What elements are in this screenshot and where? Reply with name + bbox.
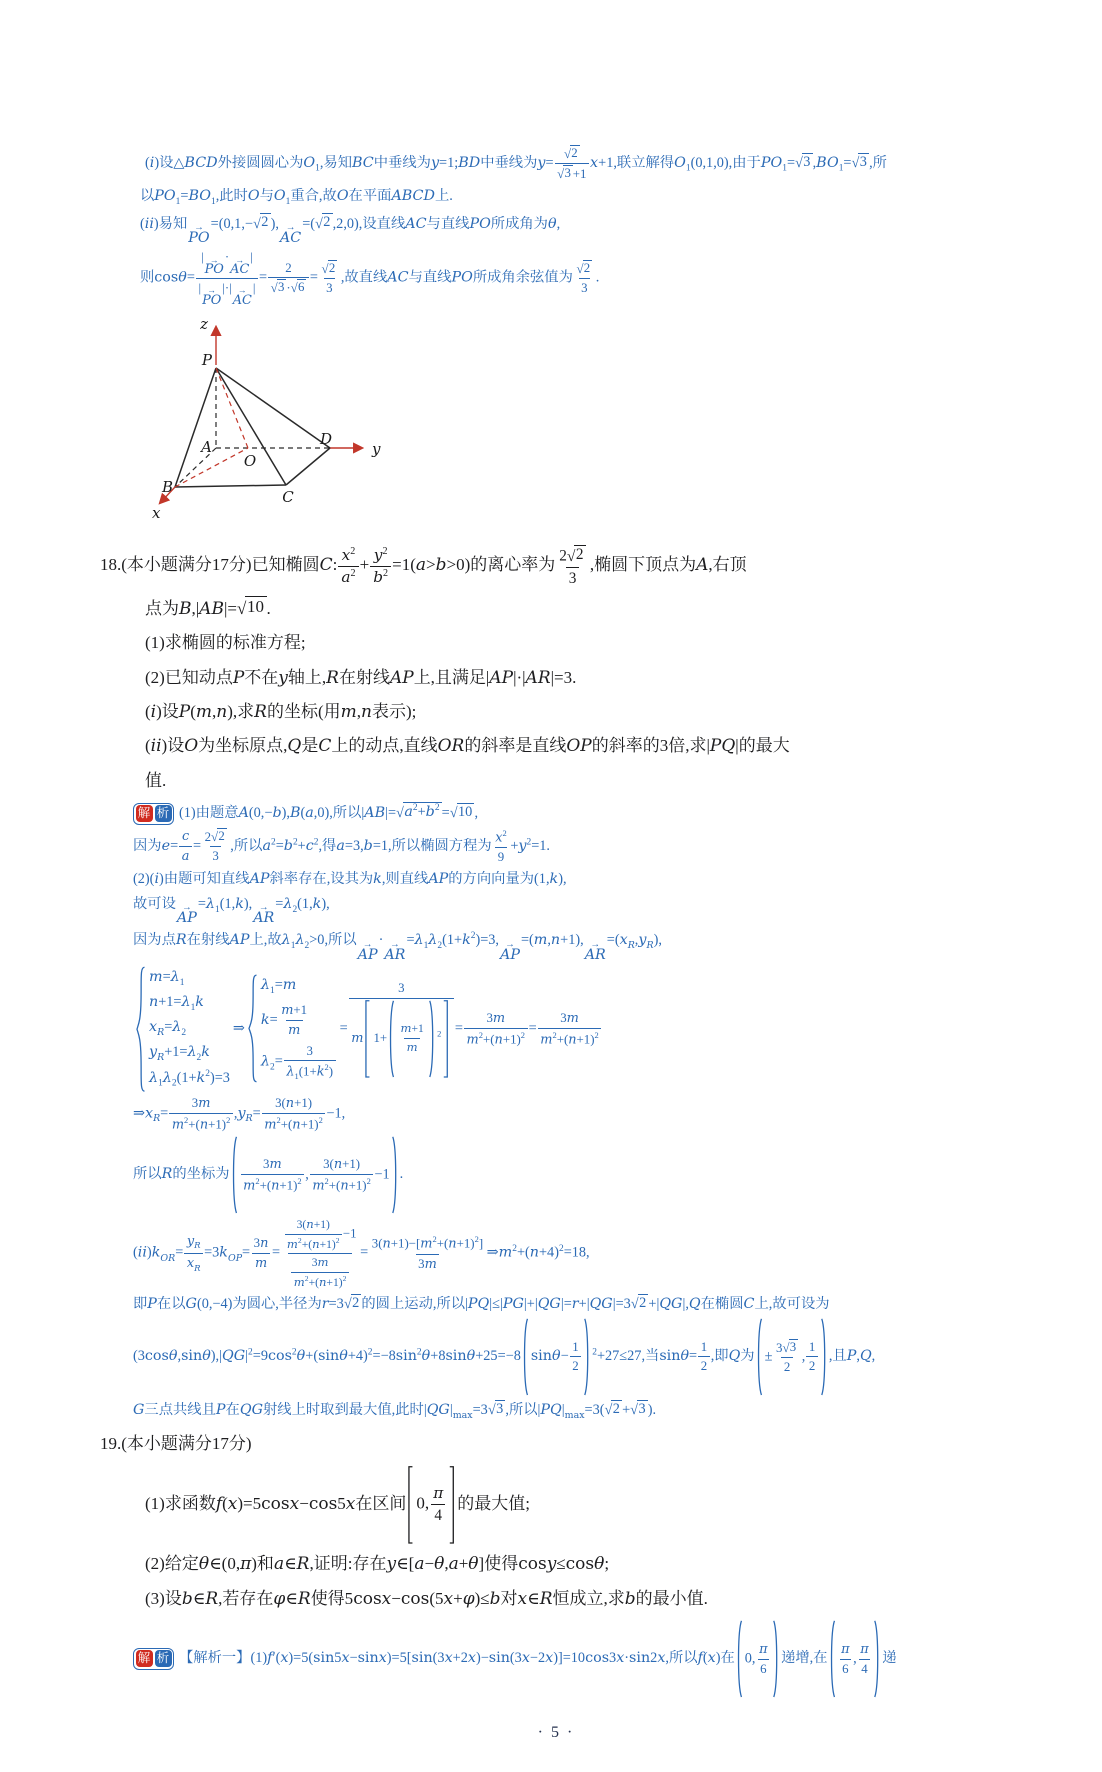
text-line: (2)(i)由题可知直线AP斜率存在,设其为k,则直线AP的方向向量为(1,k), — [133, 871, 567, 888]
text-line: 则cosθ= | → PO · → AC | | → PO |·| → AC | = 2 √ 3 · √ 6 = √ 2 3 ,故直线AC与直线PO所成角余弦值为 √ 2 3 . — [140, 249, 600, 308]
edge-PB — [175, 368, 216, 487]
figure-labels — [152, 315, 381, 522]
edge-CD — [286, 448, 330, 485]
text-line: 19.(本小题满分17分) — [100, 1434, 252, 1454]
text-line: (1)求函数f(x)=5cosx−cos5x在区间 0, $\frac{\pi}{4}$ 的最大值; — [145, 1466, 1012, 1544]
text-line: (ii)设O为坐标原点,Q是C上的动点,直线OR的斜率是直线OP的斜率的3倍,求|PQ|的最大 — [145, 736, 790, 757]
solution-19-block — [100, 1620, 1012, 1698]
text-line: $m=\lambda_1$ $n+1=\lambda_1k$ $x_R=\lambda_2$ $y_R+1=\lambda_2k$ $\lambda_1\lambda_2(1+k^2)=3$ ⇒ $\lambda_1=m$ k= $\frac{m+1}{m}$ $\lambda_2=$ $\frac{3}{\lambda_1(1+k^2)}$ = 3 m 1+ $\frac{m+1}{m}$ $^2$ = $\frac{3m}{m^2+(n+1)^2}$ = $\frac{3m}{m^2+(n+1)^2}$ — [133, 966, 1012, 1092]
label-x: x — [152, 504, 161, 523]
text-line: $(ii)k_{OR}=$ $\frac{y_R}{x_R}$ $=3k_{OP}=$ $\frac{3n}{m}$ = $\frac{3(n+1)}{m^2+(n+1)^2}$ −1 $\frac{3m}{m^2+(n+1)^2}$ = $\frac{3(n+1)-[m^2+(n+1)^2]}{3m}$ $\Rightarrow m^2+(n+4)^2=18$, — [133, 1217, 590, 1289]
solution-18-block — [100, 802, 1012, 1423]
label-B: B — [161, 478, 173, 497]
label-C: C — [282, 488, 294, 507]
axes-group — [160, 327, 362, 503]
text-line: (2)给定θ∈(0,π)和a∈R,证明:存在y∈[a−θ,a+θ]使得cosy≤cosθ; — [145, 1554, 610, 1575]
label-A: A — [201, 438, 212, 457]
problem-19-block — [100, 1431, 1012, 1612]
text-line: (1)求椭圆的标准方程; — [145, 633, 306, 653]
construction-lines — [175, 368, 248, 487]
text-line: 值. — [145, 770, 167, 790]
solution-17-block — [100, 145, 1012, 307]
text-line: (ii)易知 → PO =(0,1,− √ 2 ), → AC =( √ 2 ,2,0),设直线AC与直线PO所成角为θ, — [140, 214, 561, 246]
jiexi-badge: 解 析 — [133, 1648, 174, 1670]
text-line: 所以R的坐标为 $\frac{3m}{m^2+(n+1)^2}$ , $\frac{3(n+1)}{m^2+(n+1)^2}$ −1 . — [133, 1136, 1012, 1214]
text-line: (i)设P(m,n),求R的坐标(用m,n表示); — [145, 701, 417, 722]
text-line: 即P在以G(0,−4)为圆心,半径为r=3 √ 2 的圆上运动,所以|PQ|≤|PG|+|QG|=r+|QG|=3 √ 2 +|QG|,Q在椭圆C上,故可设为 — [133, 1294, 830, 1312]
text-line: 点为B,|AB|= √ 10 . — [145, 597, 271, 619]
label-y: y — [372, 440, 381, 459]
label-z: z — [200, 315, 208, 334]
text-line: 18.(本小题满分17分)已知椭圆C: $\frac{x^2}{a^2}$ + $\frac{y^2}{b^2}$ =1(a>b>0)的离心率为 2 √ 2 3 ,椭圆下顶点为A,右顶 — [100, 545, 747, 587]
label-D: D — [319, 430, 333, 449]
label-O: O — [243, 452, 257, 471]
text-line: 因为点R在射线AP上,故$\lambda_1\lambda_2>0$,所以 → AP · → AR $=\lambda_1\lambda_2(1+k^2)=3$, → AP =(m,n+1), → AR $=(x_R,y_R)$, — [133, 931, 662, 963]
label-P: P — [201, 351, 212, 370]
page-number: · 5 · — [537, 1723, 575, 1741]
text-line: 因为e= $\frac{c}{a}$ = 2 √ 2 3 ,所以$a^2=b^2+c^2$,得a=3,b=1,所以椭圆方程为 $\frac{x^2}{9}$ $+y^2=1$. — [133, 827, 551, 865]
text-line: 故可设 → AP $=\lambda_1(1,k)$, → AR $=\lambda_2(1,k)$, — [133, 896, 330, 927]
text-line: (i)设△BCD外接圆圆心为$O_1$,易知BC中垂线为y=1;BD中垂线为y= √ 2 √ 3 +1 x+1,联立解得$O_1(0,1,0)$,由于$PO_1=$ √ 3 $,BO_1=$ √ 3 ,所 — [145, 146, 887, 181]
edge-PD — [216, 368, 333, 449]
pyramid-diagram — [150, 313, 550, 528]
text-line: (3)设b∈R,若存在φ∈R使得5cosx−cos(5x+φ)≤b对x∈R恒成立,求b的最小值. — [145, 1588, 708, 1609]
text-line: G三点共线且P在QG射线上时取到最大值,此时$|QG|_{max}=3$ √ 3 ,所以$|PQ|_{max}=3$( √ 2 + √ 3 ). — [133, 1400, 657, 1421]
text-line: 解 析 【解析一】(1)f′(x)=5(sin5x−sinx)=5[sin(3x+2x)−sin(3x−2x)]=10cos3x·sin2x,所以f(x)在 0, $\frac{\pi}{6}$ 递增,在 $\frac{\pi}{6}$ , $\frac{\pi}{4}$ 递 — [133, 1620, 1012, 1698]
text-line: $\Rightarrow x_R=$ $\frac{3m}{m^2+(n+1)^2}$ $,y_R=$ $\frac{3(n+1)}{m^2+(n+1)^2}$ −1, — [133, 1096, 346, 1133]
edge-BC — [175, 485, 286, 487]
text-line: 以$PO_1=BO_1$,此时O与$O_1$重合,故O在平面ABCD上. — [140, 188, 453, 207]
pyramid-figure — [150, 313, 550, 533]
text-line: 解 析 (1)由题意A(0,−b),B(a,0),所以|AB|= √ $a^2+b^2$ = √ 10 , — [133, 802, 1012, 825]
text-line: (2)已知动点P不在y轴上,R在射线AP上,且满足|AP|·|AR|=3. — [145, 667, 577, 688]
text-line: $(3\cos\theta,\sin\theta),|QG|^2=9\cos^2\theta+(\sin\theta+4)^2=-8\sin^2\theta+8\sin\theta+25=-8$ sinθ− $\frac{1}{2}$ $^2$+27≤27,当sinθ= $\frac{1}{2}$ ,即Q为 ± 3 √ 3 2 , $\frac{1}{2}$ ,且P,Q, — [133, 1318, 1012, 1396]
problem-18-block — [100, 545, 1012, 794]
jiexi-badge: 解 析 — [133, 803, 174, 825]
